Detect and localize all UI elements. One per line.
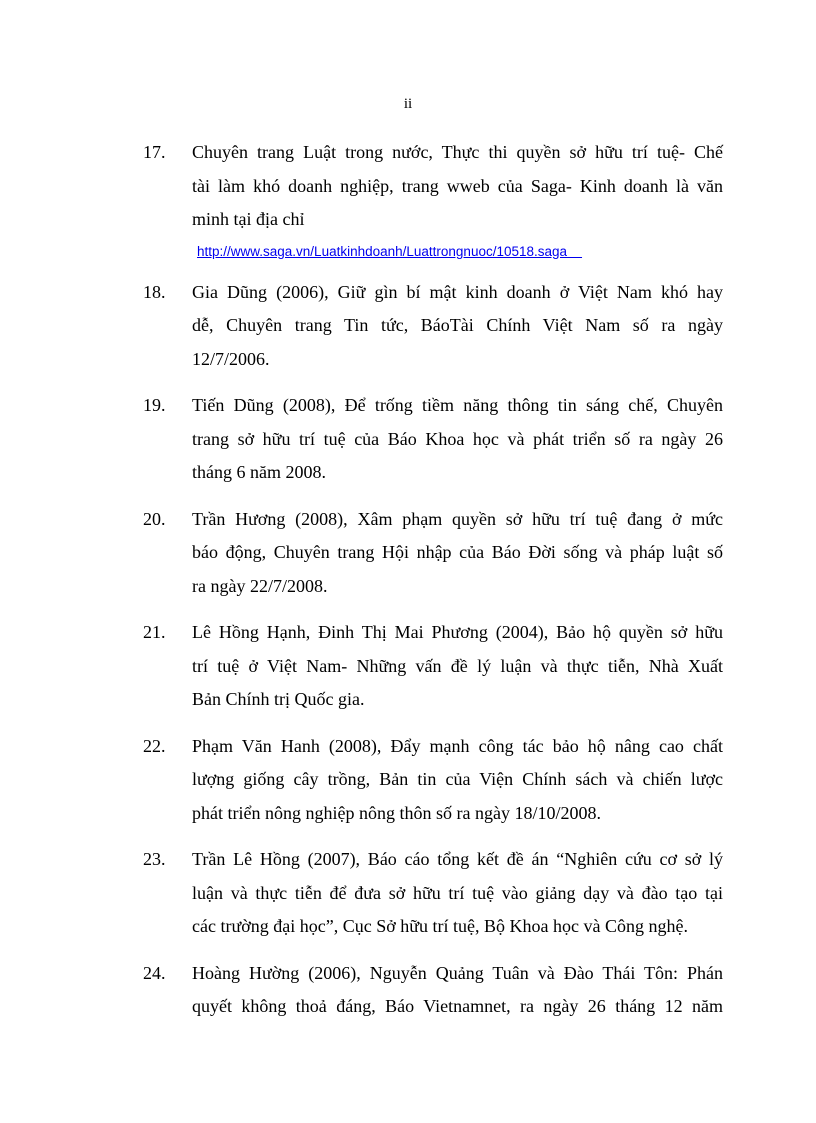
reference-line: trí tuệ ở Việt Nam- Những vấn đề lý luận và thực tiễn, Nhà Xuất	[192, 655, 723, 676]
reference-line: Chuyên trang Luật trong nước, Thực thi quyền sở hữu trí tuệ- Chế	[192, 142, 723, 162]
reference-text	[192, 136, 723, 237]
reference-line: các trường đại học”, Cục Sở hữu trí tuệ, Bộ Khoa học và Công nghệ.	[192, 916, 688, 936]
reference-number: 24.	[143, 962, 166, 983]
reference-item	[0, 730, 816, 831]
reference-number: 17.	[143, 142, 166, 162]
reference-line: báo động, Chuyên trang Hội nhập của Báo Đời sống và pháp luật số	[192, 542, 723, 562]
reference-line: lượng giống cây trồng, Bản tin của Viện Chính sách và chiến lược	[192, 769, 723, 789]
reference-line: Bản Chính trị Quốc gia.	[192, 689, 365, 709]
reference-number: 23.	[143, 849, 166, 869]
reference-item	[0, 957, 816, 1024]
reference-line: Trần Hương (2008), Xâm phạm quyền sở hữu trí tuệ đang ở mức	[192, 508, 723, 529]
reference-line: trang sở hữu trí tuệ của Báo Khoa học và phát triển số ra ngày 26	[192, 428, 723, 449]
reference-list	[0, 136, 816, 1037]
reference-number: 19.	[143, 395, 166, 415]
reference-line: quyết không thoả đáng, Báo Vietnamnet, ra ngày 26 tháng 12 năm	[192, 996, 723, 1016]
reference-item	[0, 843, 816, 944]
reference-line: luận và thực tiễn để đưa sở hữu trí tuệ vào giảng dạy và đào tạo tại	[192, 882, 723, 903]
reference-line: Gia Dũng (2006), Giữ gìn bí mật kinh doanh ở Việt Nam khó hay	[192, 281, 723, 302]
reference-number: 20.	[143, 508, 166, 529]
reference-line: Lê Hồng Hạnh, Đinh Thị Mai Phương (2004), Bảo hộ quyền sở hữu	[192, 622, 723, 642]
reference-line: Hoàng Hường (2006), Nguyễn Quảng Tuân và Đào Thái Tôn: Phán	[192, 962, 723, 983]
reference-text	[192, 730, 723, 831]
reference-text	[192, 503, 723, 604]
reference-line: Trần Lê Hồng (2007), Báo cáo tổng kết đề án “Nghiên cứu cơ sở lý	[192, 849, 723, 869]
reference-text	[192, 276, 723, 377]
reference-text	[192, 843, 723, 944]
reference-line: Phạm Văn Hanh (2008), Đẩy mạnh công tác bảo hộ nâng cao chất	[192, 735, 723, 756]
reference-number: 22.	[143, 735, 166, 756]
reference-line: ra ngày 22/7/2008.	[192, 575, 328, 596]
reference-link[interactable]: http://www.saga.vn/Luatkinhdoanh/Luattrongnuoc/10518.saga	[197, 243, 583, 259]
reference-text	[192, 957, 723, 1024]
reference-line: dễ, Chuyên trang Tin tức, BáoTài Chính Việt Nam số ra ngày	[192, 315, 723, 335]
reference-item	[0, 389, 816, 490]
reference-line: 12/7/2006.	[192, 348, 270, 369]
reference-item	[0, 276, 816, 377]
reference-number: 18.	[143, 281, 166, 302]
reference-line: minh tại địa chỉ	[192, 209, 305, 229]
reference-text	[192, 616, 723, 717]
reference-item	[0, 136, 816, 263]
reference-item	[0, 616, 816, 717]
page-number: ii	[403, 96, 413, 112]
reference-number: 21.	[143, 622, 166, 642]
reference-line: tài làm khó doanh nghiệp, trang wweb của Saga- Kinh doanh là văn	[192, 175, 723, 196]
reference-line: Tiến Dũng (2008), Để trống tiềm năng thông tin sáng chế, Chuyên	[192, 395, 723, 415]
reference-line: tháng 6 năm 2008.	[192, 462, 326, 482]
reference-line: phát triển nông nghiệp nông thôn số ra ngày 18/10/2008.	[192, 802, 601, 823]
reference-item	[0, 503, 816, 604]
reference-text	[192, 389, 723, 490]
